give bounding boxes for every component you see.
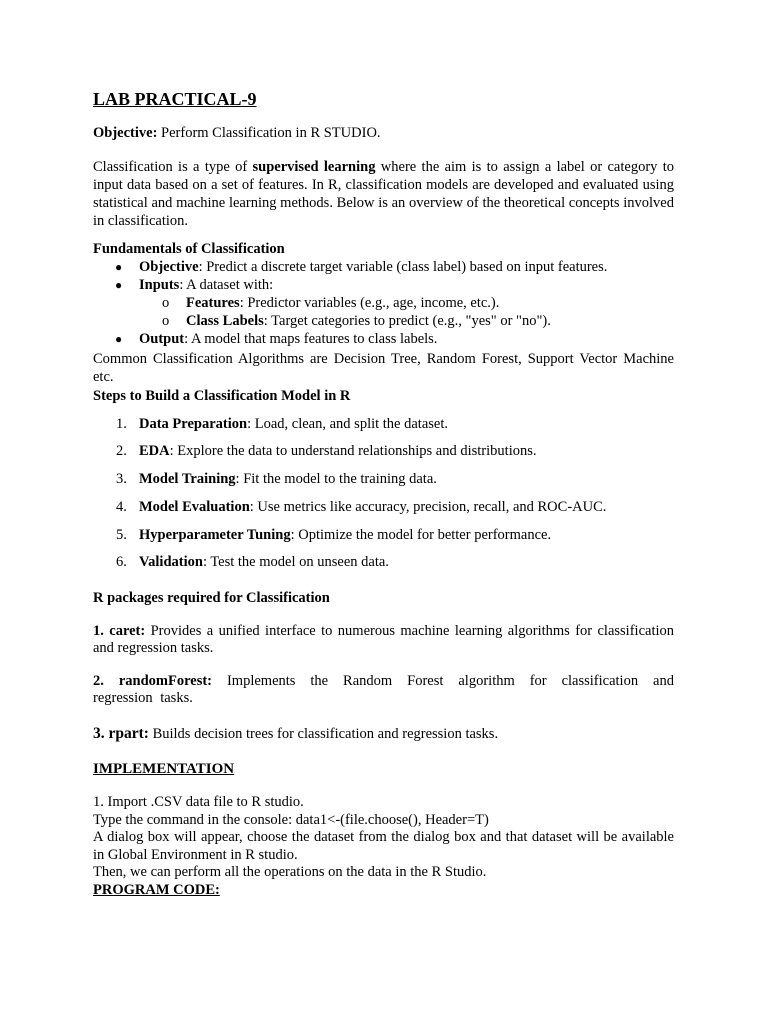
step-number: 1.	[116, 416, 127, 432]
implementation-step-line: 1. Import .CSV data file to R studio.	[93, 794, 304, 810]
dialog-instruction: A dialog box will appear, choose the dataset from the dialog box and that dataset will be available in Global Environment in R studio.	[93, 829, 674, 863]
step-number: 3.	[116, 471, 127, 487]
common-algorithms-paragraph: Common Classification Algorithms are Decision Tree, Random Forest, Support Vector Machine etc.	[93, 351, 674, 385]
package-item	[93, 725, 693, 743]
sub-bullet-term: Features	[186, 295, 240, 311]
console-command-line: Type the command in the console: data1<-(file.choose(), Header=T)	[93, 811, 489, 828]
fundamentals-heading: Fundamentals of Classification	[93, 241, 285, 257]
intro-bold-term: supervised learning	[252, 159, 376, 175]
implementation-body	[93, 794, 674, 899]
step-text: : Fit the model to the training data.	[235, 471, 437, 487]
fundamentals-list	[93, 258, 693, 348]
package-name: 3. rpart:	[93, 725, 149, 742]
step-item	[139, 470, 437, 488]
step-item	[139, 498, 606, 516]
step-number: 6.	[116, 554, 127, 570]
title-text: LAB PRACTICAL-9	[93, 89, 257, 109]
page-title	[93, 88, 257, 110]
package-name: 1. caret:	[93, 623, 146, 639]
bullet-text: : Predict a discrete target variable (class label) based on input features.	[198, 259, 608, 275]
objective-label: Objective:	[93, 125, 158, 141]
step-term: Model Evaluation	[139, 499, 250, 515]
list-item	[139, 258, 607, 276]
bullet-text: : A model that maps features to class labels.	[184, 331, 438, 347]
intro-paragraph	[93, 158, 674, 230]
objective-line	[93, 124, 381, 142]
package-description: Builds decision trees for classification and regression tasks.	[148, 726, 499, 742]
step-term: EDA	[139, 443, 170, 459]
step-text: : Test the model on unseen data.	[202, 554, 389, 570]
steps-heading: Steps to Build a Classification Model in R	[93, 388, 351, 404]
step-term: Validation	[139, 554, 203, 570]
step-item	[139, 415, 448, 433]
sub-list-item	[186, 294, 499, 312]
packages-heading: R packages required for Classification	[93, 590, 330, 606]
step-term: Model Training	[139, 471, 236, 487]
intro-text-start: Classification is a type of	[93, 159, 253, 175]
step-term: Hyperparameter Tuning	[139, 527, 291, 543]
step-term: Data Preparation	[139, 416, 248, 432]
implementation-heading-text: IMPLEMENTATION	[93, 761, 235, 777]
step-item	[139, 553, 389, 571]
package-description: Implements the Random Forest algorithm for classification and regression tasks.	[93, 673, 674, 706]
sub-bullet-marker: o	[162, 313, 170, 329]
sub-bullet-text: : Predictor variables (e.g., age, income, etc.).	[239, 295, 500, 311]
step-item	[139, 442, 537, 460]
program-code-heading: PROGRAM CODE:	[93, 881, 220, 898]
sub-bullet-text: : Target categories to predict (e.g., "yes" or "no").	[263, 313, 551, 329]
sub-bullet-marker: o	[162, 295, 170, 311]
sub-bullet-term: Class Labels	[186, 313, 264, 329]
step-text: : Explore the data to understand relationships and distributions.	[169, 443, 537, 459]
bullet-term: Inputs	[139, 277, 180, 293]
list-item	[139, 330, 437, 348]
bullet-term: Objective	[139, 259, 199, 275]
step-number: 5.	[116, 527, 127, 543]
package-name: 2. randomForest:	[93, 673, 212, 689]
bullet-text: : A dataset with:	[179, 277, 274, 293]
steps-list	[93, 415, 693, 585]
step-text: : Load, clean, and split the dataset.	[247, 416, 448, 432]
objective-text: Perform Classification in R STUDIO.	[157, 125, 381, 141]
bullet-dot: ●	[115, 332, 123, 346]
sub-list-item	[186, 312, 551, 330]
package-description: Provides a unified interface to numerous machine learning algorithms for classification and regression tasks.	[93, 623, 674, 656]
bullet-dot: ●	[115, 278, 123, 292]
operations-note: Then, we can perform all the operations on the data in the R Studio.	[93, 864, 487, 880]
step-item	[139, 526, 551, 544]
list-item	[139, 276, 273, 294]
implementation-heading	[93, 760, 234, 778]
step-number: 4.	[116, 499, 127, 515]
bullet-dot: ●	[115, 260, 123, 274]
intro-text-rest: where the aim is to assign a label or category to input data based on a set of features. In R, classification models are developed and evaluated using statistical and machine learning methods. Below is an overview of the theoretical concepts involved in classification.	[93, 159, 675, 229]
bullet-term: Output	[139, 331, 185, 347]
step-text: : Use metrics like accuracy, precision, recall, and ROC-AUC.	[249, 499, 607, 515]
package-item	[93, 673, 674, 707]
step-text: : Optimize the model for better performance.	[290, 527, 552, 543]
step-number: 2.	[116, 443, 127, 459]
package-item	[93, 623, 674, 657]
